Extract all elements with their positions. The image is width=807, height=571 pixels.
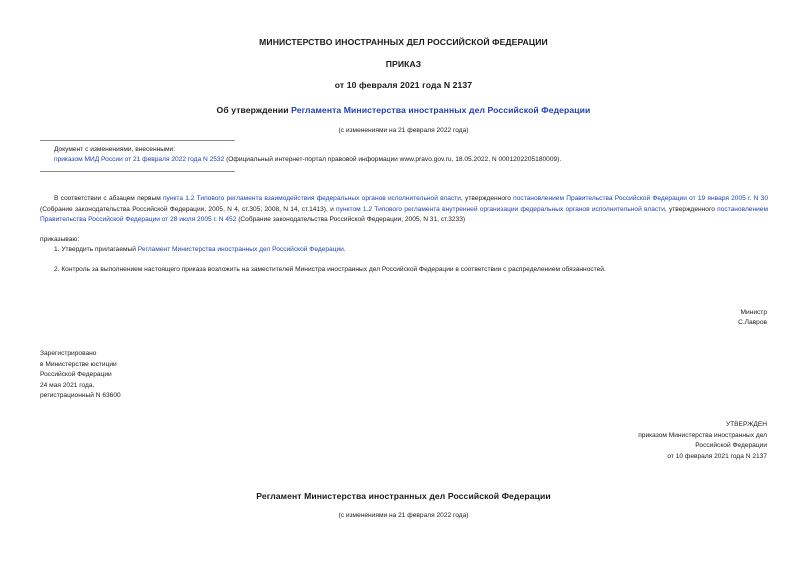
ministry-heading: МИНИСТЕРСТВО ИНОСТРАННЫХ ДЕЛ РОССИЙСКОЙ ФЕДЕРАЦИИ xyxy=(259,37,548,47)
signature-position: Министр xyxy=(740,309,767,316)
preamble-text-2: , утвержденного xyxy=(460,195,514,202)
approval-line: УТВЕРЖДЕН xyxy=(725,421,767,428)
reglament-amendment-note: (с изменениями на 21 февраля 2022 года) xyxy=(338,512,469,519)
preamble-link-decree-452[interactable]: постановлением Правительства Российской Федерации от 28 июля 2005 г. N 452 xyxy=(40,205,768,224)
registration-line: Российской Федерации xyxy=(40,371,112,379)
preamble-text-3: (Собрание законодательства Российской Федерации, 2005, N 4, ст.305; 2008, N 14, ст.1413), и xyxy=(40,205,337,213)
preamble-text-4: , утвержденного xyxy=(664,205,718,213)
order-item-1-text: 1. Утвердить прилагаемый xyxy=(54,246,138,253)
title-prefix: Об утверждении xyxy=(216,105,292,115)
preamble-link-internal-organization[interactable]: пунктом 1.2 Типового регламента внутренней организации федеральных органов исполнительной власти xyxy=(336,205,665,213)
order-word: ПРИКАЗ xyxy=(385,59,422,69)
approval-line: приказом Министерства иностранных дел xyxy=(638,431,767,439)
amending-order-link[interactable]: приказом МИД России от 21 февраля 2022 года N 2532 xyxy=(54,156,225,163)
approval-line: от 10 февраля 2021 года N 2137 xyxy=(667,452,767,460)
reglament-link[interactable]: Регламент Министерства иностранных дел Российской Федерации xyxy=(137,246,344,253)
preamble-link-decree-30[interactable]: постановлением Правительства Российской Федерации от 19 января 2005 г. N 30 xyxy=(513,195,768,202)
divider-bottom xyxy=(40,171,235,172)
order-item-1-end: . xyxy=(343,246,346,253)
registration-line: регистрационный N 63600 xyxy=(40,392,121,400)
registration-block xyxy=(40,349,121,402)
preamble-text-5: (Собрание законодательства Российской Федерации, 2005, N 31, ст.3233) xyxy=(236,216,466,224)
registration-line: в Министерстве юстиции xyxy=(40,360,117,368)
registration-line: Зарегистрировано xyxy=(40,350,97,357)
reglament-title-link[interactable]: Регламента Министерства иностранных дел Российской Федерации xyxy=(291,105,591,115)
changes-source: (Официальный интернет-портал правовой информации www.pravo.gov.ru, 18.05.2022, N 0001202205180009). xyxy=(224,156,562,163)
approval-line: Российской Федерации xyxy=(695,442,767,450)
document-title xyxy=(0,105,807,115)
preamble-paragraph xyxy=(40,194,768,226)
changes-intro: Документ с изменениями, внесенными: xyxy=(54,146,176,153)
preamble-link-typical-interaction[interactable]: пункта 1.2 Типового регламента взаимодействия федеральных органов исполнительной власти xyxy=(162,195,461,202)
registration-line: 24 мая 2021 года, xyxy=(40,381,95,389)
preamble-text-1: В соответствии с абзацем первым xyxy=(54,195,163,202)
amendment-note: (с изменениями на 21 февраля 2022 года) xyxy=(338,127,469,134)
divider-top xyxy=(40,140,235,141)
approval-block xyxy=(638,420,767,462)
order-date: от 10 февраля 2021 года N 2137 xyxy=(334,80,473,90)
order-item-1 xyxy=(54,246,346,253)
order-item-2: 2. Контроль за выполнением настоящего приказа возложить на заместителей Министра иностранных дел Российской Федерации в соответствии с распределением обязанностей. xyxy=(54,266,606,273)
reglament-heading: Регламент Министерства иностранных дел Российской Федерации xyxy=(256,491,551,501)
changes-line xyxy=(54,156,774,163)
prikazyvayu: приказываю: xyxy=(40,236,80,243)
signature-name: С.Лавров xyxy=(738,319,767,326)
